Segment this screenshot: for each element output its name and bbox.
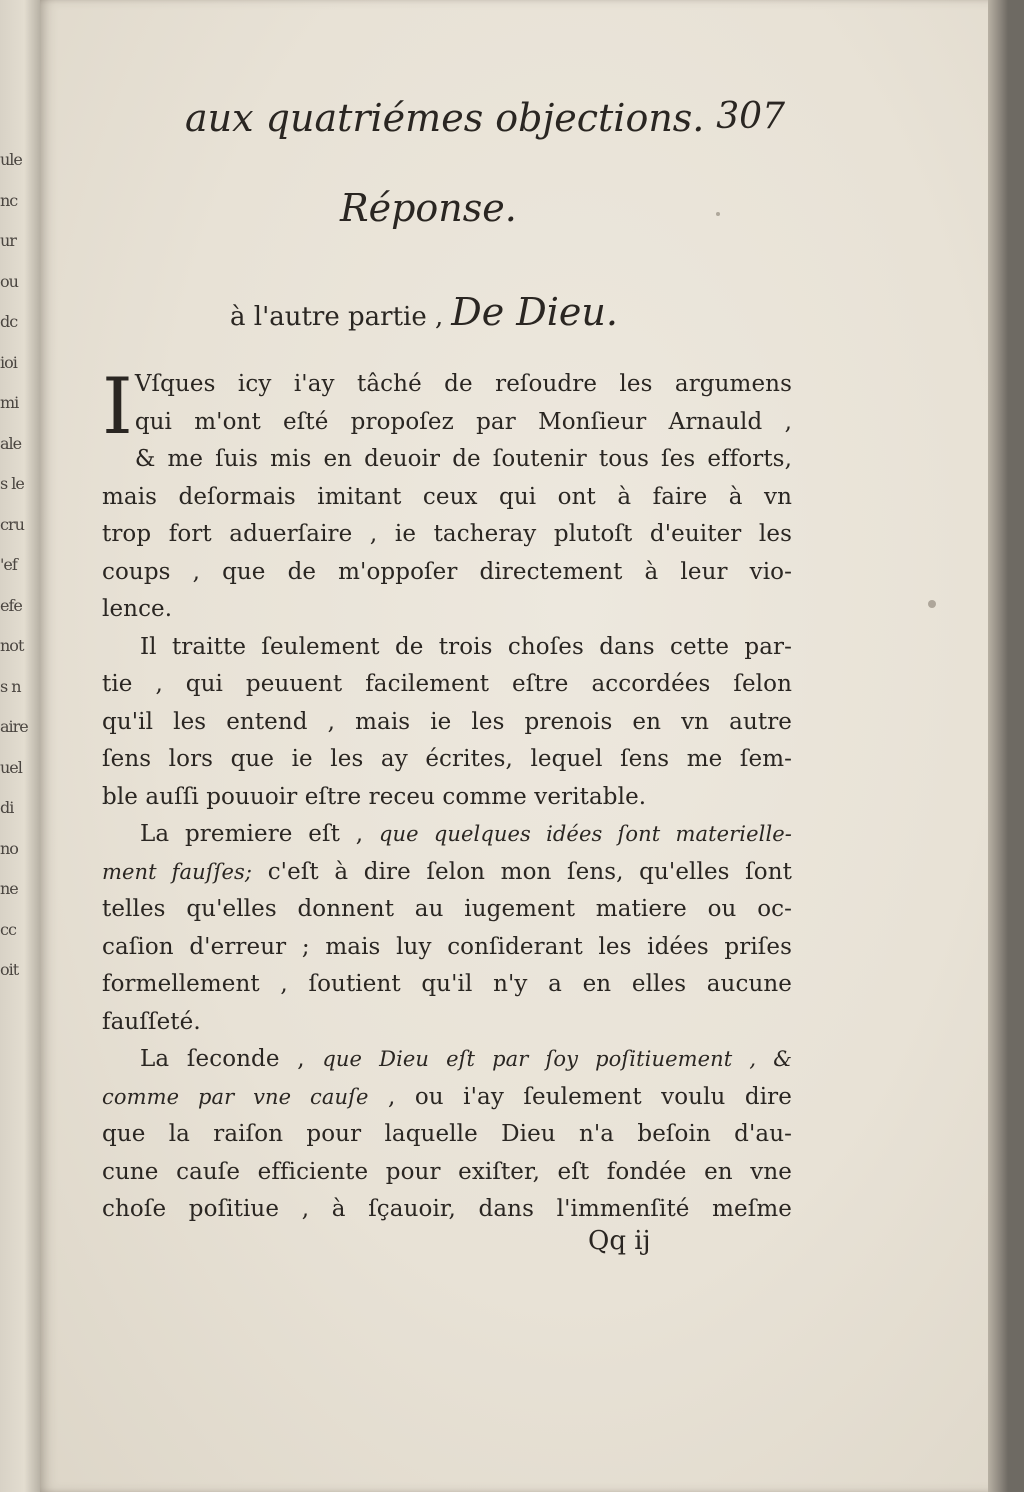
previous-page-text-fragment: s n — [0, 676, 21, 696]
signature-mark: Qq ij — [588, 1226, 651, 1256]
text-line — [102, 1004, 792, 1042]
running-title: aux quatriémes objections. — [185, 96, 705, 140]
text-run: , ou i'ay ſeulement voulu dire — [368, 1083, 792, 1110]
text-run: fauſſeté. — [102, 1008, 201, 1035]
text-line — [102, 1041, 792, 1079]
text-run: Il traitte ſeulement de trois choſes dans cette par- — [140, 633, 792, 660]
page-number: 307 — [716, 96, 785, 137]
text-run: Vſques icy i'ay tâché de reſoudre les argumens — [134, 371, 792, 397]
text-line — [102, 366, 792, 404]
previous-page-text-fragment: no — [0, 838, 18, 858]
text-run: ble auſſi pouuoir eſtre receu comme veritable. — [102, 783, 647, 810]
drop-cap: I — [102, 362, 133, 452]
text-run: mais deſormais imitant ceux qui ont à faire à vn — [102, 483, 792, 510]
text-run: telles qu'elles donnent au iugement matiere ou oc- — [102, 896, 792, 922]
text-run: cune cauſe efficiente pour exiſter, eſt fondée en vne — [102, 1158, 792, 1185]
text-run: & me ſuis mis en deuoir de ſoutenir tous ſes efforts, — [134, 446, 792, 472]
text-line — [102, 479, 792, 517]
previous-page-text-fragment: ale — [0, 433, 22, 453]
previous-page-text-fragment: ne — [0, 879, 18, 898]
text-run: c'eſt à dire ſelon mon ſens, qu'elles ſont — [252, 858, 792, 885]
previous-page-text-fragment: aire — [0, 717, 28, 736]
text-run: caſion d'erreur ; mais luy conſiderant les idées priſes — [102, 933, 792, 960]
text-run: coups , que de m'oppoſer directement à leur vio- — [102, 558, 792, 585]
previous-page-text-fragment: cru — [0, 514, 24, 534]
text-line — [102, 404, 792, 442]
previous-page-text-fragment: efe — [0, 595, 22, 615]
subtitle-plain: à l'autre partie , — [230, 302, 444, 332]
text-line — [102, 441, 792, 479]
previous-page-text-fragment: ioi — [0, 352, 17, 372]
text-line — [102, 966, 792, 1004]
previous-page-text-fragment: not — [0, 636, 24, 655]
previous-page-text-fragment: s le — [0, 474, 24, 493]
text-run: La ſeconde , — [140, 1046, 323, 1072]
paper-speck — [928, 600, 936, 608]
section-subtitle — [230, 290, 618, 334]
text-run: lence. — [102, 596, 173, 622]
text-line — [102, 629, 792, 667]
text-line — [102, 891, 792, 929]
previous-page-text-fragment: 'ef — [0, 555, 17, 574]
subtitle-italic: De Dieu. — [451, 290, 618, 334]
text-run: La premiere eſt , — [140, 821, 379, 847]
italic-run: que quelques idées ſont materielle- — [378, 822, 792, 846]
section-title: Réponse. — [340, 186, 517, 230]
text-line — [102, 816, 792, 854]
text-line — [102, 854, 792, 892]
text-run: formellement , ſoutient qu'il n'y a en elles aucune — [102, 971, 792, 997]
text-line — [102, 1191, 792, 1229]
previous-page-text-fragment: ur — [0, 231, 16, 250]
text-run: ſens lors que ie les ay écrites, lequel ſens me ſem- — [102, 746, 792, 772]
previous-page-text-fragment: ule — [0, 150, 22, 169]
text-line — [102, 1079, 792, 1117]
previous-page-text-fragment: mi — [0, 393, 19, 412]
italic-run: ment fauſſes; — [102, 859, 253, 884]
previous-page-text-fragment: oit — [0, 960, 19, 979]
italic-run: que Dieu eſt par ſoy poſitiuement , & — [322, 1047, 792, 1071]
text-line — [102, 741, 792, 779]
text-line — [102, 591, 792, 629]
text-run: que la raiſon pour laquelle Dieu n'a beſoin d'au- — [102, 1121, 792, 1147]
previous-page-edge — [0, 0, 44, 1492]
text-line — [102, 554, 792, 592]
text-line — [102, 516, 792, 554]
text-line — [102, 1154, 792, 1192]
previous-page-text-fragment: ou — [0, 271, 18, 291]
previous-page-text-fragment: uel — [0, 757, 22, 777]
previous-page-text-fragment: di — [0, 798, 14, 817]
page-fore-edge — [988, 0, 1008, 1492]
previous-page-text-fragment: nc — [0, 190, 18, 210]
text-run: choſe poſitiue , à ſçauoir, dans l'immenſité meſme — [102, 1196, 792, 1222]
body-text — [102, 362, 792, 1229]
running-head — [185, 96, 785, 156]
text-line — [102, 1116, 792, 1154]
previous-page-text-fragment: cc — [0, 919, 16, 939]
text-run: trop fort aduerſaire , ie tacheray plutoſt d'euiter les — [102, 521, 792, 547]
italic-run: comme par vne cauſe — [102, 1084, 369, 1109]
previous-page-text-fragment: dc — [0, 312, 18, 331]
book-page — [40, 0, 1008, 1492]
text-run: tie , qui peuuent facilement eſtre accordées ſelon — [102, 671, 792, 697]
paper-speck — [716, 212, 720, 216]
text-line — [102, 929, 792, 967]
text-line — [102, 779, 792, 817]
text-run: qu'il les entend , mais ie les prenois en vn autre — [102, 708, 792, 735]
text-run: qui m'ont eſté propoſez par Monſieur Arnauld , — [134, 408, 792, 435]
text-line — [102, 666, 792, 704]
text-line — [102, 704, 792, 742]
